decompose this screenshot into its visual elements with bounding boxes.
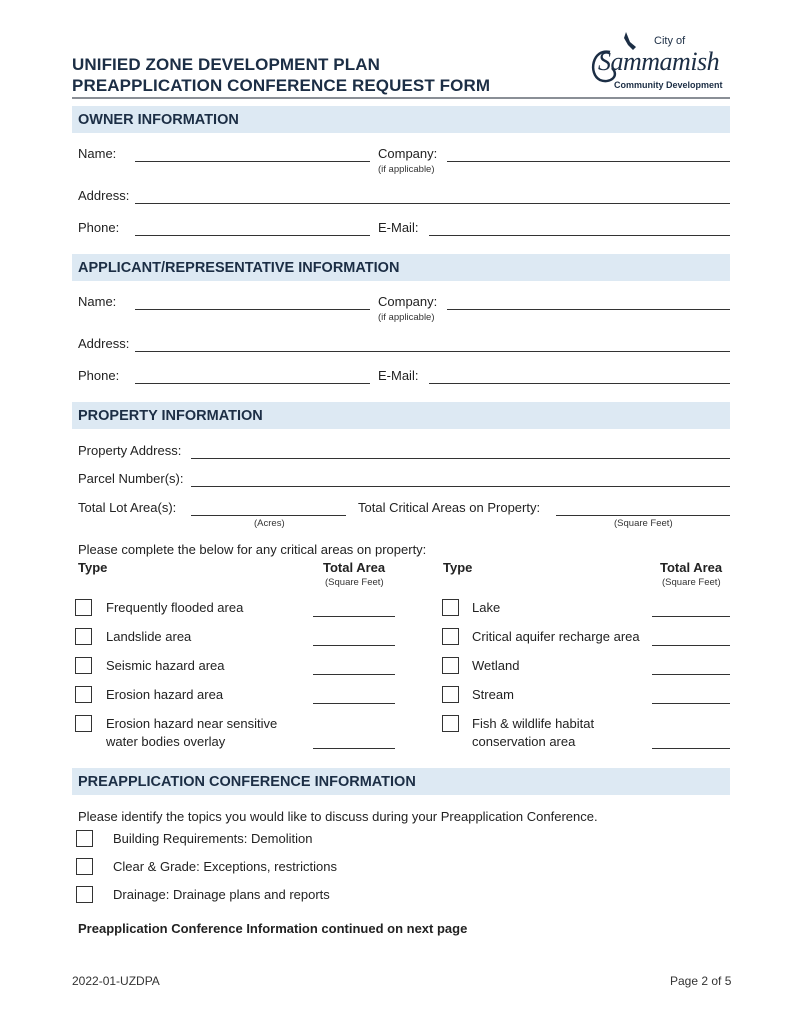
critical-area-total-input[interactable] [652, 645, 730, 646]
owner-phone-label: Phone: [78, 220, 120, 235]
critical-area-total-input[interactable] [652, 674, 730, 675]
applicant-heading: APPLICANT/REPRESENTATIVE INFORMATION [78, 260, 400, 276]
owner-email-label: E-Mail: [378, 220, 419, 235]
col-unit-left: (Square Feet) [325, 577, 384, 588]
applicant-phone-input[interactable] [135, 383, 370, 384]
lot-area-label: Total Lot Area(s): [78, 500, 177, 515]
critical-area-total-input[interactable] [313, 645, 395, 646]
critical-area-checkbox[interactable] [75, 628, 92, 645]
critical-area-label: Critical aquifer recharge area [472, 629, 640, 644]
topic-checkbox[interactable] [76, 830, 93, 847]
critical-area-label: Erosion hazard area [106, 687, 224, 702]
owner-section-header [72, 106, 730, 133]
critical-area-checkbox[interactable] [75, 599, 92, 616]
critical-area-label: Landslide area [106, 629, 192, 644]
critical-area-checkbox[interactable] [442, 599, 459, 616]
critical-area-total-input[interactable] [652, 703, 730, 704]
critical-area-label: Lake [472, 600, 501, 615]
preapp-instructions: Please identify the topics you would like to discuss during your Preapplication Conference. [78, 809, 598, 824]
sqft-unit: (Square Feet) [614, 518, 673, 529]
col-total-left: Total Area [323, 560, 386, 575]
owner-company-label: Company: [378, 146, 438, 161]
applicant-address-input[interactable] [135, 351, 730, 352]
critical-area-label: Frequently flooded area [106, 600, 244, 615]
property-heading: PROPERTY INFORMATION [78, 408, 263, 424]
topic-label: Drainage: Drainage plans and reports [113, 887, 330, 902]
preapp-heading: PREAPPLICATION CONFERENCE INFORMATION [78, 774, 416, 790]
form-title-line1: UNIFIED ZONE DEVELOPMENT PLAN [72, 55, 380, 74]
logo-name: Sammamish [598, 47, 720, 76]
owner-company-note: (if applicable) [378, 164, 435, 175]
critical-area-total-input[interactable] [313, 703, 395, 704]
col-total-right: Total Area [660, 560, 723, 575]
critical-area-label: Wetland [472, 658, 520, 673]
city-logo [584, 30, 732, 96]
applicant-address-label: Address: [78, 336, 130, 351]
applicant-company-note: (if applicable) [378, 312, 435, 323]
logo-city-of: City of [654, 35, 686, 47]
critical-area-total-input[interactable] [313, 616, 395, 617]
footer-form-code: 2022-01-UZDPA [72, 974, 160, 988]
critical-area-total-input[interactable] [313, 748, 395, 749]
critical-area-label: Fish & wildlife habitat [472, 716, 595, 731]
property-address-label: Property Address: [78, 443, 182, 458]
property-section-header [72, 402, 730, 429]
parcel-input[interactable] [191, 486, 730, 487]
owner-name-input[interactable] [135, 161, 370, 162]
critical-area-checkbox[interactable] [75, 657, 92, 674]
applicant-email-label: E-Mail: [378, 368, 419, 383]
applicant-email-input[interactable] [429, 383, 730, 384]
critical-area-label: Erosion hazard near sensitive [106, 716, 278, 731]
critical-area-label-cont: water bodies overlay [106, 734, 226, 749]
col-type-right: Type [443, 560, 473, 575]
owner-phone-input[interactable] [135, 235, 370, 236]
topic-label: Building Requirements: Demolition [113, 831, 313, 846]
critical-total-input[interactable] [556, 515, 730, 516]
footer-page-number: Page 2 of 5 [670, 974, 732, 988]
owner-address-label: Address: [78, 188, 130, 203]
critical-area-total-input[interactable] [652, 748, 730, 749]
critical-area-total-input[interactable] [652, 616, 730, 617]
applicant-company-input[interactable] [447, 309, 730, 310]
critical-area-checkbox[interactable] [442, 628, 459, 645]
continued-note: Preapplication Conference Information continued on next page [78, 921, 468, 936]
header-rule [72, 97, 730, 99]
topic-label: Clear & Grade: Exceptions, restrictions [113, 859, 337, 874]
critical-instructions: Please complete the below for any critical areas on property: [78, 542, 427, 557]
critical-area-label-cont: conservation area [472, 734, 576, 749]
applicant-company-label: Company: [378, 294, 438, 309]
owner-email-input[interactable] [429, 235, 730, 236]
applicant-name-label: Name: [78, 294, 117, 309]
critical-total-label: Total Critical Areas on Property: [358, 500, 541, 515]
applicant-phone-label: Phone: [78, 368, 120, 383]
applicant-section-header [72, 254, 730, 281]
acres-unit: (Acres) [254, 518, 285, 529]
form-title-line2: PREAPPLICATION CONFERENCE REQUEST FORM [72, 76, 491, 95]
critical-area-checkbox[interactable] [442, 715, 459, 732]
property-address-input[interactable] [191, 458, 730, 459]
lot-area-input[interactable] [191, 515, 346, 516]
logo-dept: Community Development [614, 80, 723, 90]
preapp-section-header [72, 768, 730, 795]
critical-area-checkbox[interactable] [75, 686, 92, 703]
critical-area-checkbox[interactable] [75, 715, 92, 732]
owner-name-label: Name: [78, 146, 117, 161]
topic-checkbox[interactable] [76, 858, 93, 875]
col-type-left: Type [78, 560, 108, 575]
owner-heading: OWNER INFORMATION [78, 112, 239, 128]
critical-area-label: Seismic hazard area [106, 658, 225, 673]
parcel-label: Parcel Number(s): [78, 471, 184, 486]
critical-area-checkbox[interactable] [442, 686, 459, 703]
owner-address-input[interactable] [135, 203, 730, 204]
owner-company-input[interactable] [447, 161, 730, 162]
col-unit-right: (Square Feet) [662, 577, 721, 588]
critical-area-label: Stream [472, 687, 514, 702]
critical-area-total-input[interactable] [313, 674, 395, 675]
topic-checkbox[interactable] [76, 886, 93, 903]
critical-area-checkbox[interactable] [442, 657, 459, 674]
applicant-name-input[interactable] [135, 309, 370, 310]
